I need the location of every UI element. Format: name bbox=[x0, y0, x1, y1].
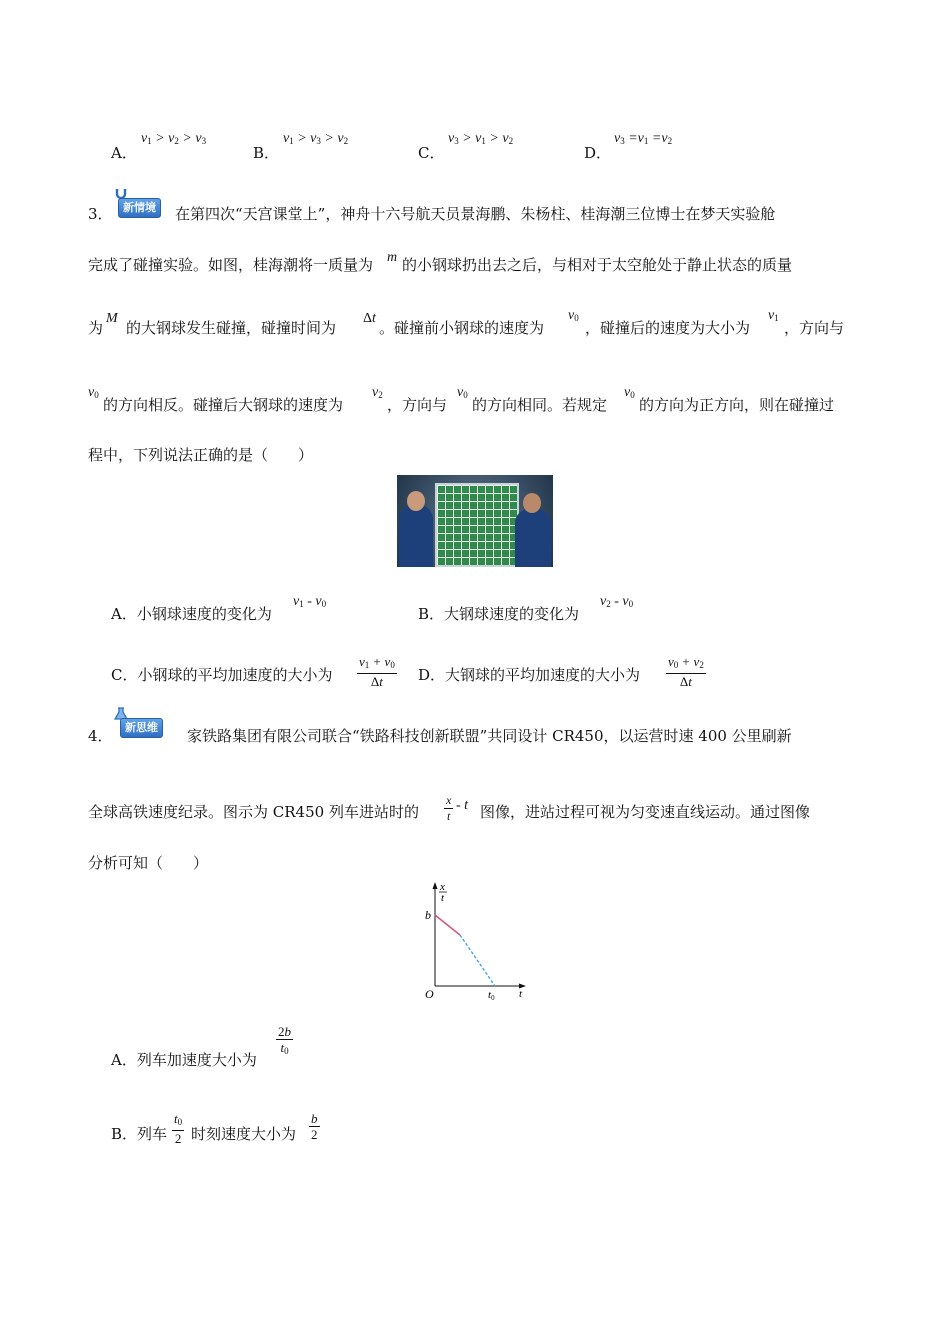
q3-option-d-fraction: $\frac{v_0 + v_2}{\Delta t}$ bbox=[668, 654, 704, 689]
q3-line4d: 的方向为正方向，则在碰撞过 bbox=[639, 396, 835, 414]
q3-badge bbox=[116, 190, 161, 218]
q3-line3e: ，方向与 bbox=[784, 319, 845, 337]
graph-dashed-line bbox=[460, 935, 495, 986]
x-axis-label: t bbox=[519, 988, 523, 1000]
q3-option-b: B．大钢球速度的变化为 bbox=[418, 605, 580, 623]
astronaut-left bbox=[399, 505, 433, 567]
q3-option-d: D．大钢球的平均加速度的大小为 bbox=[418, 666, 641, 684]
astronaut-photo bbox=[397, 475, 553, 567]
q4-xt-fraction: $\frac{x}{t}$ bbox=[446, 793, 452, 823]
q2-option-b-expr: $v_1 > v_3 > v_2$ bbox=[283, 131, 349, 146]
q3-option-b-expr: $v_2 - v_0$ bbox=[600, 594, 634, 609]
intercept-label: b bbox=[425, 908, 431, 922]
q3-line3a: 为 bbox=[88, 319, 104, 337]
q4-option-b2: 时刻速度大小为 bbox=[191, 1125, 297, 1143]
var-delta-t: Δt bbox=[363, 311, 376, 326]
q3-line3b: 的大钢球发生碰撞，碰撞时间为 bbox=[126, 319, 337, 337]
y-axis-label-den: t bbox=[441, 892, 445, 904]
q3-option-a: A．小钢球速度的变化为 bbox=[111, 605, 272, 623]
q4-badge bbox=[116, 710, 163, 738]
graph-solid-line bbox=[435, 915, 460, 935]
q2-option-c-expr: $v_3 > v_1 > v_2$ bbox=[448, 131, 514, 146]
q2-option-a-expr: $v_1 > v_2 > v_3$ bbox=[141, 131, 207, 146]
q2-option-d-expr: $v_3 =v_1 =v_2$ bbox=[614, 131, 673, 146]
var-m: m bbox=[387, 250, 398, 265]
q4-xt-dash: - t bbox=[456, 798, 469, 813]
y-axis-label-num: x bbox=[440, 881, 445, 893]
astronaut-right-head bbox=[523, 493, 541, 513]
q3-option-c-fraction: $\frac{v_1 + v_0}{\Delta t}$ bbox=[359, 654, 395, 689]
q3-option-a-expr: $v_1 - v_0$ bbox=[293, 594, 327, 609]
q3-line2b: 的小钢球扔出去之后，与相对于太空舱处于静止状态的质量 bbox=[402, 256, 793, 274]
q3-line4b: ，方向与 bbox=[387, 396, 448, 414]
q3-line4a: 的方向相反。碰撞后大钢球的速度为 bbox=[103, 396, 344, 414]
q4-number: 4． bbox=[88, 727, 113, 745]
q3-line1: 在第四次“天宫课堂上”，神舟十六号航天员景海鹏、朱杨柱、桂海潮三位博士在梦天实验舱 bbox=[175, 205, 776, 223]
q2-option-d-label: D． bbox=[584, 144, 612, 162]
q4-option-b-speed-fraction: $\frac{b}{2}$ bbox=[311, 1111, 318, 1142]
var-v0-b: $v_0$ bbox=[88, 385, 99, 400]
q2-option-b-label: B． bbox=[253, 144, 280, 162]
var-M: M bbox=[106, 311, 118, 326]
q3-option-c: C．小钢球的平均加速度的大小为 bbox=[111, 666, 333, 684]
q3-badge-label: 新情境 bbox=[118, 198, 161, 218]
q2-option-a-label: A． bbox=[111, 144, 137, 162]
q4-line2b: 图像，进站过程可视为匀变速直线运动。通过图像 bbox=[480, 803, 811, 821]
var-v0-a: $v_0$ bbox=[568, 308, 579, 323]
q3-line3d: ，碰撞后的速度为大小为 bbox=[585, 319, 751, 337]
q4-line1: 家铁路集团有限公司联合“铁路科技创新联盟”共同设计 CR450，以运营时速 400 公里刷新 bbox=[187, 727, 792, 745]
q2-option-c-label: C． bbox=[418, 144, 445, 162]
q3-line4c: 的方向相同。若规定 bbox=[472, 396, 608, 414]
q4-option-a-fraction: $\frac{2b}{t_0}$ bbox=[278, 1024, 291, 1056]
var-v1-a: $v_1$ bbox=[768, 308, 779, 323]
q3-line5: 程中，下列说法正确的是（ ） bbox=[88, 446, 314, 464]
var-v0-c: $v_0$ bbox=[457, 385, 468, 400]
astronaut-right bbox=[515, 509, 551, 567]
q4-line3: 分析可知（ ） bbox=[88, 854, 209, 872]
q3-line2a: 完成了碰撞实验。如图，桂海潮将一质量为 bbox=[88, 256, 374, 274]
xt-t-graph bbox=[420, 880, 532, 1002]
var-v2-a: $v_2$ bbox=[372, 385, 383, 400]
t0-label: t0 bbox=[488, 989, 495, 1002]
q4-line2a: 全球高铁速度纪录。图示为 CR450 列车进站时的 bbox=[88, 803, 419, 821]
q4-option-a: A．列车加速度大小为 bbox=[111, 1051, 257, 1069]
q4-option-b1: B．列车 bbox=[111, 1125, 168, 1143]
checkerboard-grid bbox=[435, 483, 519, 567]
q4-badge-label: 新思维 bbox=[120, 718, 163, 738]
q3-number: 3． bbox=[88, 205, 113, 223]
q4-option-b-time-fraction: $\frac{t_0}{2}$ bbox=[174, 1111, 183, 1146]
var-v0-d: $v_0$ bbox=[624, 385, 635, 400]
origin-label: O bbox=[425, 987, 434, 1001]
astronaut-left-head bbox=[407, 491, 425, 511]
q3-line3c: 。碰撞前小钢球的速度为 bbox=[379, 319, 545, 337]
y-axis-arrow bbox=[433, 882, 438, 889]
